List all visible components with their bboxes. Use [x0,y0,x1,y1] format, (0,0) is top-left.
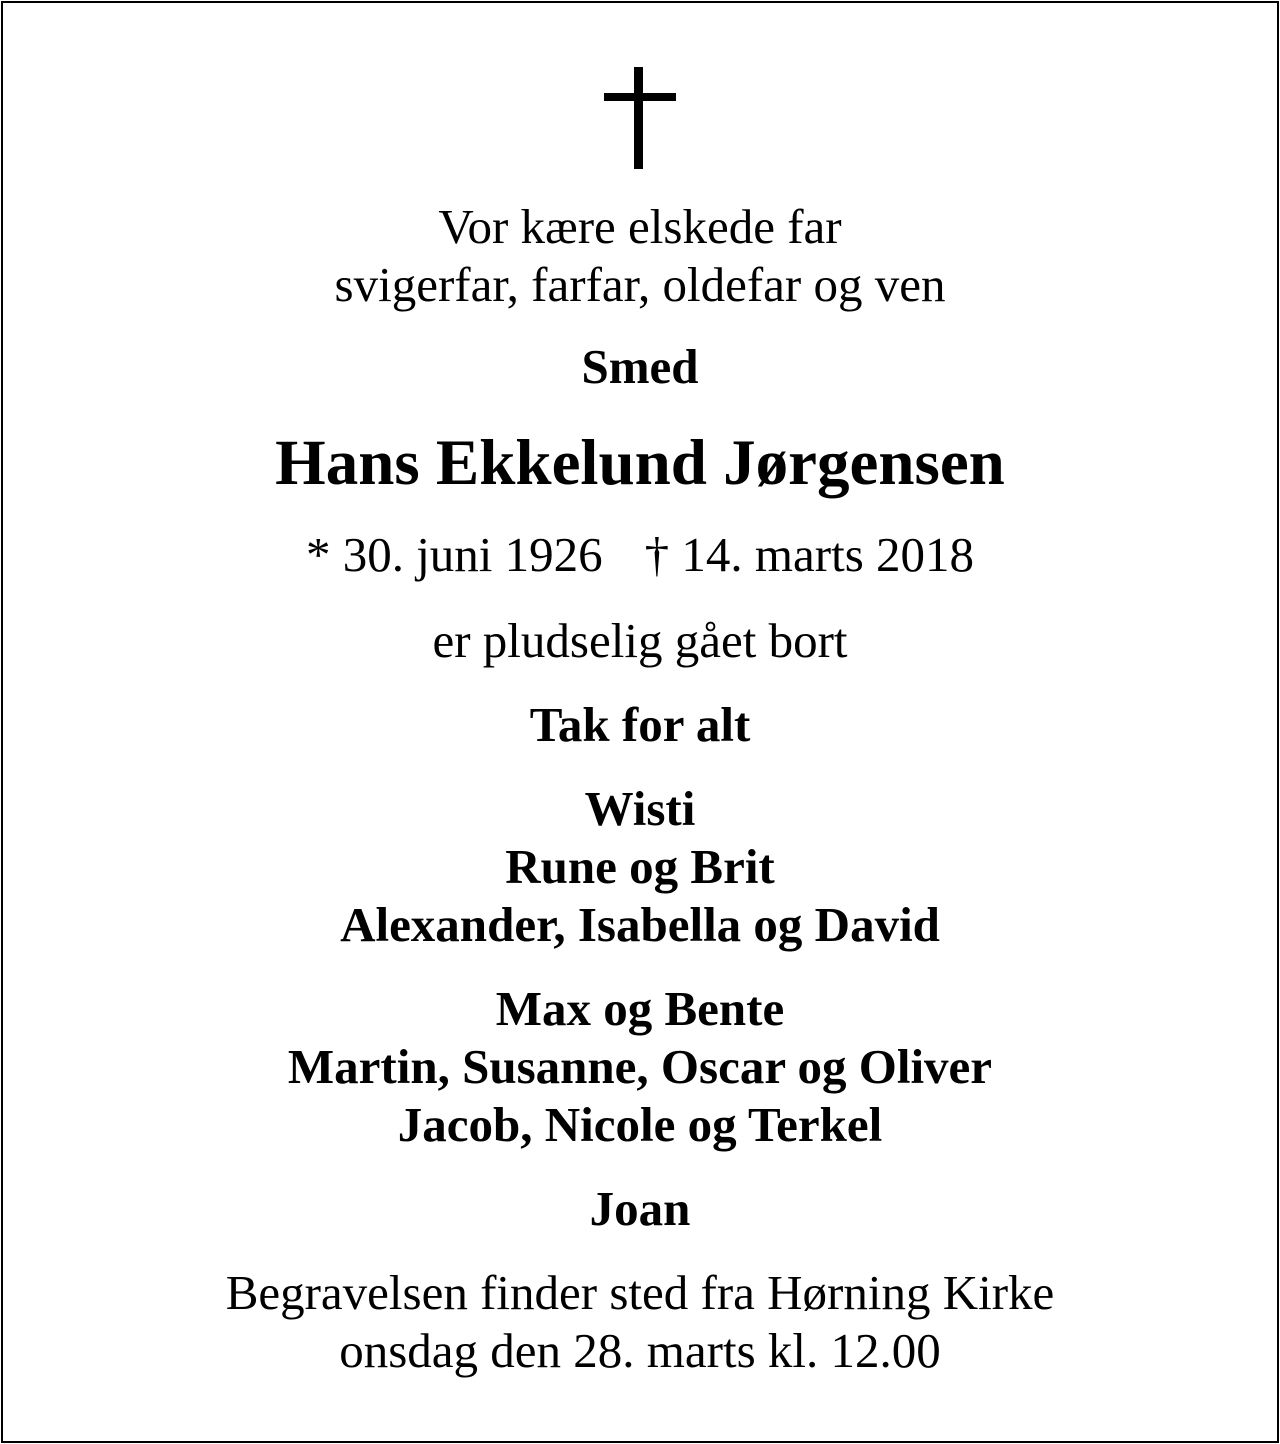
family-line: Wisti [584,781,696,836]
family-line: Rune og Brit [505,839,775,894]
family-line: Jacob, Nicole og Terkel [397,1097,883,1152]
family-line: Alexander, Isabella og David [340,897,940,952]
funeral-line-2: onsdag den 28. marts kl. 12.00 [339,1323,941,1378]
family-line: Martin, Susanne, Oscar og Oliver [287,1039,993,1094]
deceased-title: Smed [581,339,699,394]
latin-cross-icon [604,67,676,169]
birth-date: * 30. juni 1926 [305,527,603,582]
death-date: † 14. marts 2018 [644,527,975,582]
family-line: Max og Bente [495,981,785,1036]
life-dates [0,526,1280,583]
family-line: Joan [589,1181,691,1236]
deceased-name: Hans Ekkelund Jørgensen [275,427,1005,499]
thanks-line: Tak for alt [529,697,751,752]
passing-message: er pludselig gået bort [432,613,848,668]
intro-line-1: Vor kære elskede far [438,199,842,254]
intro-line-2: svigerfar, farfar, oldefar og ven [334,257,946,312]
funeral-line-1: Begravelsen finder sted fra Hørning Kirke [225,1265,1055,1320]
